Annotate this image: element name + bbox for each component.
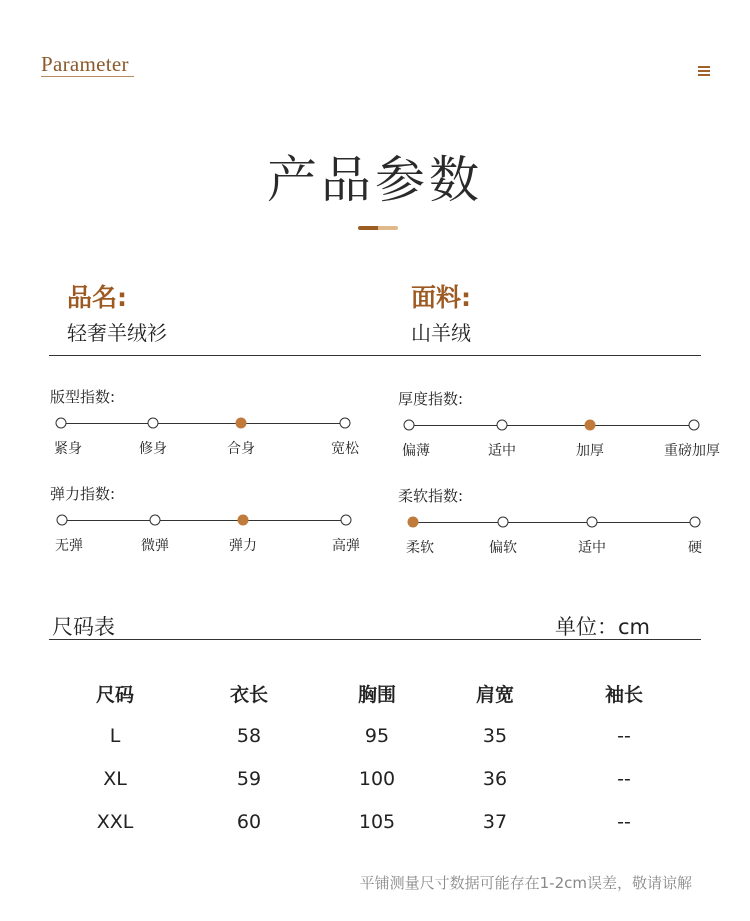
title-accent-bar <box>358 226 398 230</box>
elasticity-dot-4 <box>341 515 352 526</box>
fit-dot-3 <box>236 418 247 429</box>
size-cell-r1-c1: L <box>109 725 121 747</box>
size-table-title: 尺码表 <box>52 615 115 639</box>
size-cell-r2-c2: 59 <box>236 768 262 790</box>
softness-option-4: 硬 <box>688 540 702 556</box>
thickness-index-title: 厚度指数: <box>398 390 464 408</box>
elasticity-option-2: 微弹 <box>141 538 169 554</box>
size-cell-r2-c1: XL <box>103 768 127 790</box>
size-cell-r1-c5: -- <box>617 725 631 747</box>
fit-option-3: 合身 <box>227 441 255 457</box>
size-header-1: 尺码 <box>95 684 135 706</box>
fit-dot-2 <box>148 418 159 429</box>
elasticity-dot-1 <box>57 515 68 526</box>
product-name-value: 轻奢羊绒衫 <box>67 321 167 345</box>
thickness-option-2: 适中 <box>488 443 516 459</box>
thickness-option-4: 重磅加厚 <box>664 443 720 459</box>
softness-option-1: 柔软 <box>406 540 434 556</box>
elasticity-option-4: 高弹 <box>332 538 360 554</box>
info-divider <box>49 355 701 356</box>
size-header-5: 袖长 <box>604 684 644 706</box>
brand-underline <box>41 76 134 77</box>
thickness-option-1: 偏薄 <box>402 443 430 459</box>
size-cell-r3-c5: -- <box>617 811 631 833</box>
size-unit: 单位：cm <box>554 615 650 639</box>
size-cell-r1-c2: 58 <box>236 725 262 747</box>
footnote: 平铺测量尺寸数据可能存在1-2cm误差，敬请谅解 <box>359 874 692 892</box>
elasticity-track <box>62 520 346 521</box>
softness-option-2: 偏软 <box>489 540 517 556</box>
thickness-dot-2 <box>497 420 508 431</box>
thickness-track <box>409 425 694 426</box>
elasticity-index-title: 弹力指数: <box>50 485 116 503</box>
fabric-value: 山羊绒 <box>411 321 471 345</box>
size-cell-r3-c2: 60 <box>236 811 262 833</box>
thickness-dot-1 <box>404 420 415 431</box>
size-cell-r1-c3: 95 <box>364 725 390 747</box>
size-header-2: 衣长 <box>229 684 269 706</box>
softness-track <box>413 522 695 523</box>
thickness-option-3: 加厚 <box>576 443 604 459</box>
brand-label: Parameter <box>41 52 129 76</box>
size-cell-r3-c3: 105 <box>358 811 396 833</box>
size-cell-r2-c4: 36 <box>482 768 508 790</box>
softness-dot-1 <box>408 517 419 528</box>
size-cell-r3-c4: 37 <box>482 811 508 833</box>
thickness-dot-3 <box>585 420 596 431</box>
size-table-divider <box>49 639 701 640</box>
softness-index-title: 柔软指数: <box>398 487 464 505</box>
size-cell-r3-c1: XXL <box>96 811 134 833</box>
fit-index-title: 版型指数: <box>50 388 116 406</box>
softness-dot-4 <box>690 517 701 528</box>
fit-option-1: 紧身 <box>54 441 82 457</box>
product-name-label: 品名: <box>67 283 127 312</box>
fit-option-4: 宽松 <box>331 441 359 457</box>
fit-dot-1 <box>56 418 67 429</box>
softness-option-3: 适中 <box>578 540 606 556</box>
softness-dot-3 <box>587 517 598 528</box>
softness-dot-2 <box>498 517 509 528</box>
hamburger-icon[interactable] <box>698 66 710 78</box>
elasticity-option-3: 弹力 <box>229 538 257 554</box>
fabric-label: 面料: <box>411 283 471 312</box>
elasticity-option-1: 无弹 <box>55 538 83 554</box>
fit-track <box>61 423 345 424</box>
size-header-4: 肩宽 <box>475 684 515 706</box>
size-header-3: 胸围 <box>357 684 397 706</box>
fit-dot-4 <box>340 418 351 429</box>
elasticity-dot-3 <box>238 515 249 526</box>
size-cell-r2-c3: 100 <box>358 768 396 790</box>
size-cell-r2-c5: -- <box>617 768 631 790</box>
fit-option-2: 修身 <box>139 441 167 457</box>
page-title: 产品参数 <box>267 151 483 209</box>
size-cell-r1-c4: 35 <box>482 725 508 747</box>
thickness-dot-4 <box>689 420 700 431</box>
elasticity-dot-2 <box>150 515 161 526</box>
